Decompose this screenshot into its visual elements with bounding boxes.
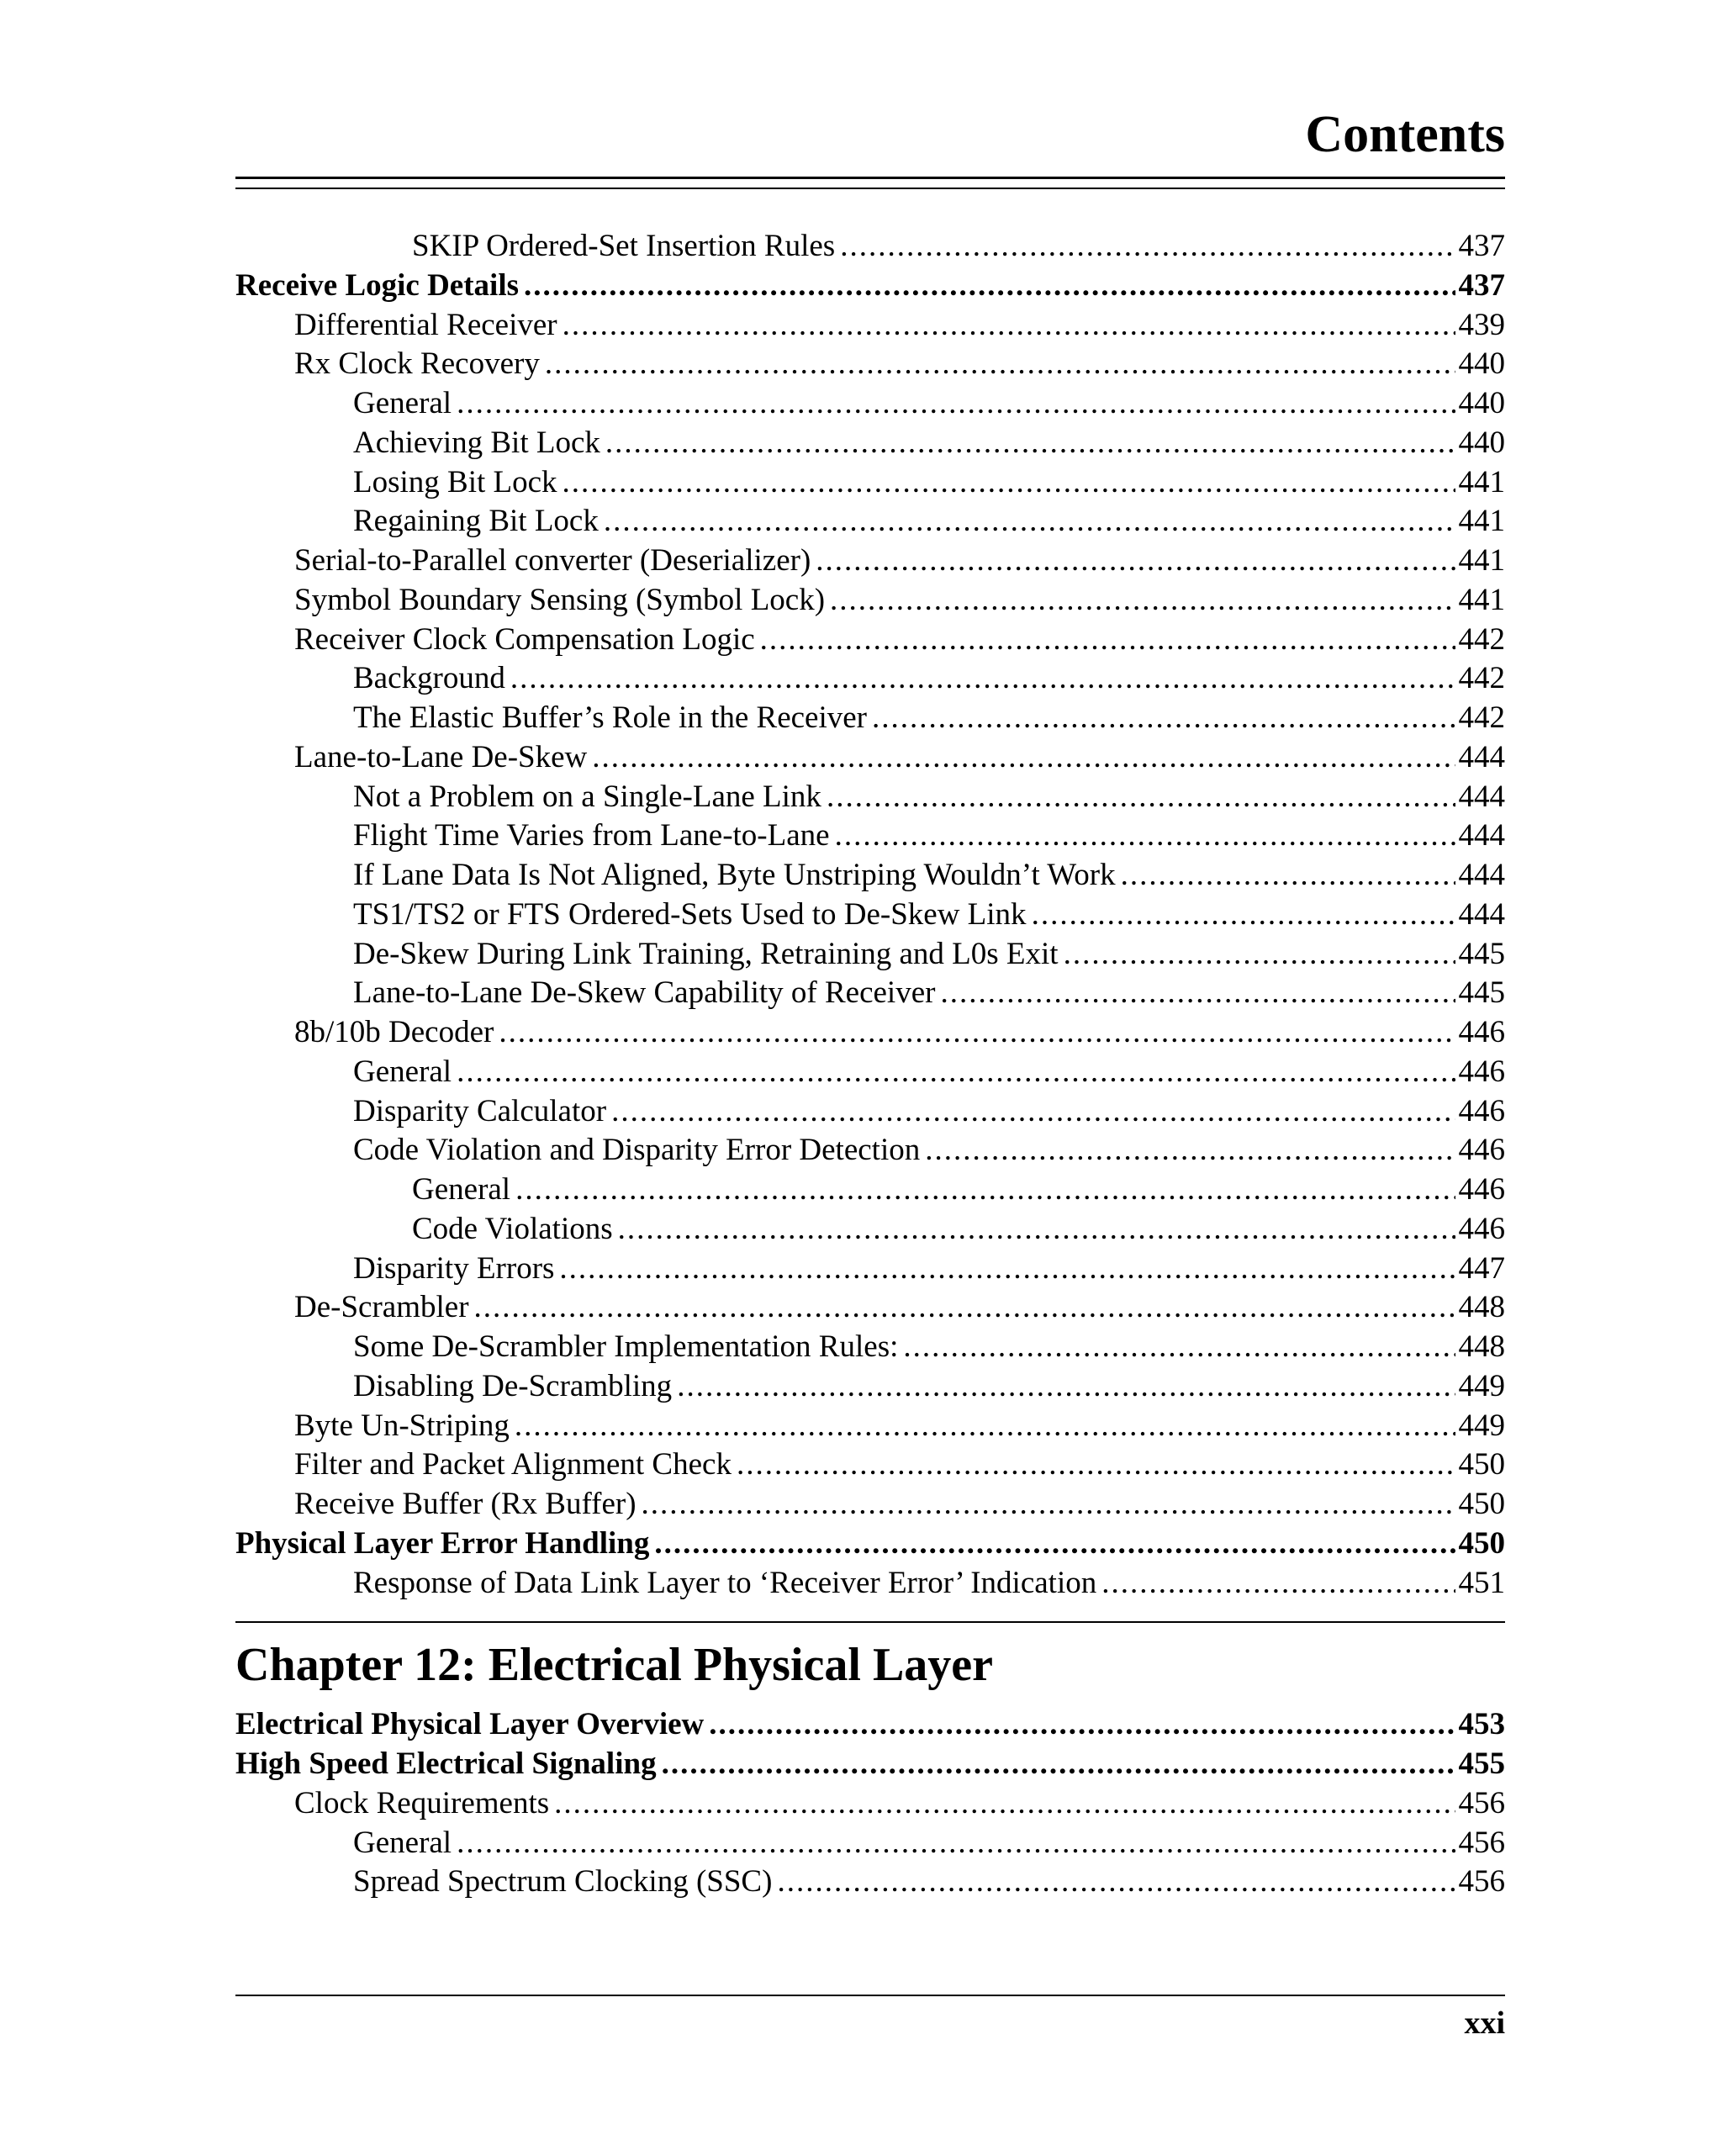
toc-entry-page: 441 [1458, 464, 1505, 499]
toc-entry-page: 446 [1458, 1093, 1505, 1128]
dot-leader [1032, 896, 1455, 935]
toc-entry-page: 448 [1458, 1290, 1505, 1325]
toc-entry-page: 446 [1458, 1133, 1505, 1168]
toc-entry-page: 444 [1458, 739, 1505, 774]
toc-entry[interactable] [235, 1367, 1505, 1407]
toc-entry[interactable] [235, 1784, 1505, 1824]
toc-entry-title: Losing Bit Lock [353, 464, 557, 499]
toc-entry-title: Disabling De-Scrambling [353, 1368, 673, 1403]
toc-entry[interactable] [235, 542, 1505, 581]
dot-leader [760, 621, 1455, 660]
toc-entry[interactable] [235, 896, 1505, 935]
toc-entry[interactable] [235, 1705, 1505, 1745]
toc-entry[interactable] [235, 227, 1505, 267]
toc-entry[interactable] [235, 816, 1505, 856]
toc-entry-page: 437 [1458, 229, 1505, 263]
dot-leader [618, 1210, 1455, 1250]
dot-leader [903, 1328, 1455, 1367]
toc-entry-page: 450 [1458, 1447, 1505, 1482]
toc-entry-page: 446 [1458, 1172, 1505, 1207]
toc-entry[interactable] [235, 659, 1505, 699]
toc-section-chapter-11 [235, 227, 1505, 1603]
dot-leader [654, 1525, 1455, 1564]
toc-entry-title: Serial-to-Parallel converter (Deserializer) [294, 543, 811, 578]
toc-entry-page: 440 [1458, 346, 1505, 382]
toc-entry[interactable] [235, 306, 1505, 346]
page-title: Contents [1305, 106, 1505, 163]
toc-entry-title: Physical Layer Error Handling [235, 1525, 650, 1561]
toc-entry[interactable] [235, 856, 1505, 896]
toc-entry-page: 444 [1458, 858, 1505, 892]
dot-leader [510, 659, 1455, 699]
toc-entry[interactable] [235, 1863, 1505, 1902]
toc-entry-title: Regaining Bit Lock [353, 504, 599, 539]
page-header [235, 101, 1505, 189]
dot-leader [545, 345, 1455, 384]
toc-entry-page: 449 [1458, 1368, 1505, 1403]
toc-entry-title: Differential Receiver [294, 307, 557, 342]
toc-entry[interactable] [235, 1092, 1505, 1132]
toc-entry[interactable] [235, 974, 1505, 1013]
toc-entry[interactable] [235, 1210, 1505, 1250]
toc-entry[interactable] [235, 1053, 1505, 1092]
toc-entry-title: Symbol Boundary Sensing (Symbol Lock) [294, 582, 826, 617]
dot-leader [515, 1407, 1455, 1446]
toc-entry[interactable] [235, 778, 1505, 817]
toc-entry-title: Lane-to-Lane De-Skew Capability of Receiver [353, 975, 936, 1011]
toc-entry-page: 445 [1458, 975, 1505, 1011]
dot-leader [592, 738, 1455, 778]
toc-entry[interactable] [235, 1824, 1505, 1863]
toc-entry-page: 451 [1458, 1565, 1505, 1600]
dot-leader [563, 306, 1455, 346]
footer-rule [235, 1995, 1505, 1996]
dot-leader [499, 1013, 1455, 1053]
toc-entry[interactable] [235, 621, 1505, 660]
toc-entry-title: Code Violation and Disparity Error Detection [353, 1133, 921, 1168]
toc-entry[interactable] [235, 384, 1505, 424]
toc-entry-page: 442 [1458, 700, 1505, 735]
toc-entry-title: Electrical Physical Layer Overview [235, 1707, 705, 1742]
toc-entry-page: 446 [1458, 1015, 1505, 1049]
toc-entry-page: 450 [1458, 1525, 1505, 1561]
toc-entry-page: 455 [1458, 1746, 1505, 1781]
dot-leader [554, 1784, 1455, 1824]
dot-leader [709, 1705, 1455, 1745]
dot-leader [925, 1131, 1455, 1170]
dot-leader [457, 1053, 1455, 1092]
toc-entry-title: SKIP Ordered-Set Insertion Rules [412, 229, 836, 263]
dot-leader [737, 1445, 1455, 1485]
chapter-heading: Chapter 12: Electrical Physical Layer [235, 1639, 994, 1692]
toc-entry-page: 440 [1458, 425, 1505, 460]
toc-entry-title: General [412, 1172, 511, 1207]
dot-leader [515, 1170, 1455, 1210]
toc-entry-title: Clock Requirements [294, 1785, 550, 1820]
toc-entry-title: Flight Time Varies from Lane-to-Lane [353, 818, 830, 853]
toc-entry-page: 446 [1458, 1211, 1505, 1246]
toc-entry[interactable] [235, 1525, 1505, 1564]
toc-entry-page: 444 [1458, 818, 1505, 853]
toc-entry-title: De-Scrambler [294, 1290, 469, 1325]
toc-entry[interactable] [235, 1745, 1505, 1784]
toc-entry-title: Some De-Scrambler Implementation Rules: [353, 1329, 899, 1364]
toc-entry-title: Spread Spectrum Clocking (SSC) [353, 1864, 773, 1900]
toc-entry-page: 456 [1458, 1864, 1505, 1900]
toc-entry[interactable] [235, 424, 1505, 463]
toc-entry[interactable] [235, 463, 1505, 503]
dot-leader [1121, 856, 1455, 896]
toc-entry-page: 439 [1458, 307, 1505, 342]
chapter-divider-rule [235, 1621, 1505, 1623]
toc-entry[interactable] [235, 1288, 1505, 1328]
toc-entry-page: 440 [1458, 386, 1505, 420]
toc-entry[interactable] [235, 1013, 1505, 1053]
dot-leader [605, 424, 1455, 463]
toc-entry[interactable] [235, 1407, 1505, 1446]
toc-entry[interactable] [235, 1131, 1505, 1170]
toc-entry-page: 456 [1458, 1785, 1505, 1820]
toc-entry-title: Code Violations [412, 1211, 613, 1246]
dot-leader [563, 463, 1455, 503]
toc-entry-title: 8b/10b Decoder [294, 1015, 494, 1049]
toc-entry-page: 447 [1458, 1250, 1505, 1286]
toc-entry-title: Not a Problem on a Single-Lane Link [353, 779, 821, 814]
toc-entry-title: Byte Un-Striping [294, 1408, 510, 1443]
toc-entry-title: Achieving Bit Lock [353, 425, 600, 460]
dot-leader [835, 816, 1455, 856]
dot-leader [1064, 935, 1455, 975]
toc-entry-title: Filter and Packet Alignment Check [294, 1447, 732, 1482]
toc-entry-page: 453 [1458, 1707, 1505, 1742]
toc-entry-title: Disparity Calculator [353, 1093, 607, 1128]
dot-leader [604, 502, 1455, 542]
toc-entry-title: Response of Data Link Layer to ‘Receiver Error’ Indication [353, 1565, 1097, 1600]
toc-entry-title: Disparity Errors [353, 1250, 555, 1286]
toc-entry[interactable] [235, 1485, 1505, 1525]
toc-entry-page: 441 [1458, 582, 1505, 617]
toc-entry-page: 441 [1458, 543, 1505, 578]
toc-entry-page: 445 [1458, 936, 1505, 971]
toc-entry-title: TS1/TS2 or FTS Ordered-Sets Used to De-Skew Link [353, 896, 1027, 932]
toc-entry[interactable] [235, 581, 1505, 621]
header-double-rule [235, 177, 1505, 189]
toc-entry[interactable] [235, 1250, 1505, 1289]
toc-entry-page: 441 [1458, 504, 1505, 539]
toc-entry[interactable] [235, 1445, 1505, 1485]
toc-entry-title: Background [353, 661, 505, 696]
dot-leader [474, 1288, 1455, 1328]
toc-entry-page: 448 [1458, 1329, 1505, 1364]
dot-leader [642, 1485, 1455, 1525]
toc-entry-title: General [353, 1054, 452, 1089]
toc-entry-page: 442 [1458, 661, 1505, 696]
dot-leader [524, 267, 1455, 306]
toc-entry-title: The Elastic Buffer’s Role in the Receiver [353, 700, 867, 735]
dot-leader [816, 542, 1455, 581]
toc-entry[interactable] [235, 502, 1505, 542]
toc-entry[interactable] [235, 345, 1505, 384]
toc-entry-title: General [353, 1825, 452, 1860]
dot-leader [457, 384, 1455, 424]
dot-leader [840, 227, 1455, 267]
dot-leader [611, 1092, 1455, 1132]
toc-entry[interactable] [235, 1170, 1505, 1210]
dot-leader [777, 1863, 1455, 1902]
toc-entry[interactable] [235, 935, 1505, 975]
dot-leader [559, 1250, 1455, 1289]
toc-entry-page: 449 [1458, 1408, 1505, 1443]
toc-entry-title: General [353, 386, 452, 420]
toc-entry-title: Receive Buffer (Rx Buffer) [294, 1487, 637, 1521]
dot-leader [827, 778, 1455, 817]
toc-entry-page: 444 [1458, 779, 1505, 814]
toc-entry-page: 446 [1458, 1054, 1505, 1089]
toc-section-chapter-12 [235, 1705, 1505, 1902]
toc-entry[interactable] [235, 1564, 1505, 1604]
toc-entry-page: 437 [1458, 267, 1505, 303]
toc-entry-page: 456 [1458, 1825, 1505, 1860]
toc-entry-page: 450 [1458, 1487, 1505, 1521]
dot-leader [830, 581, 1455, 621]
toc-entry-title: Rx Clock Recovery [294, 346, 540, 382]
toc-entry-title: Lane-to-Lane De-Skew [294, 739, 588, 774]
dot-leader [872, 699, 1455, 738]
toc-entry-title: Receive Logic Details [235, 267, 519, 303]
toc-entry[interactable] [235, 699, 1505, 738]
dot-leader [677, 1367, 1455, 1407]
toc-entry-title: De-Skew During Link Training, Retraining and L0s Exit [353, 936, 1059, 971]
toc-entry-page: 442 [1458, 621, 1505, 657]
toc-entry-page: 444 [1458, 896, 1505, 932]
dot-leader [1101, 1564, 1455, 1604]
toc-entry[interactable] [235, 738, 1505, 778]
toc-entry-title: Receiver Clock Compensation Logic [294, 621, 755, 657]
toc-entry[interactable] [235, 267, 1505, 306]
table-of-contents [235, 227, 1505, 1902]
toc-entry-title: If Lane Data Is Not Aligned, Byte Unstriping Wouldn’t Work [353, 858, 1116, 892]
dot-leader [457, 1824, 1455, 1863]
page-footer [235, 1995, 1505, 2042]
page-number: xxi [1464, 2005, 1505, 2041]
toc-entry[interactable] [235, 1328, 1505, 1367]
dot-leader [940, 974, 1455, 1013]
dot-leader [662, 1745, 1455, 1784]
toc-entry-title: High Speed Electrical Signaling [235, 1746, 657, 1781]
